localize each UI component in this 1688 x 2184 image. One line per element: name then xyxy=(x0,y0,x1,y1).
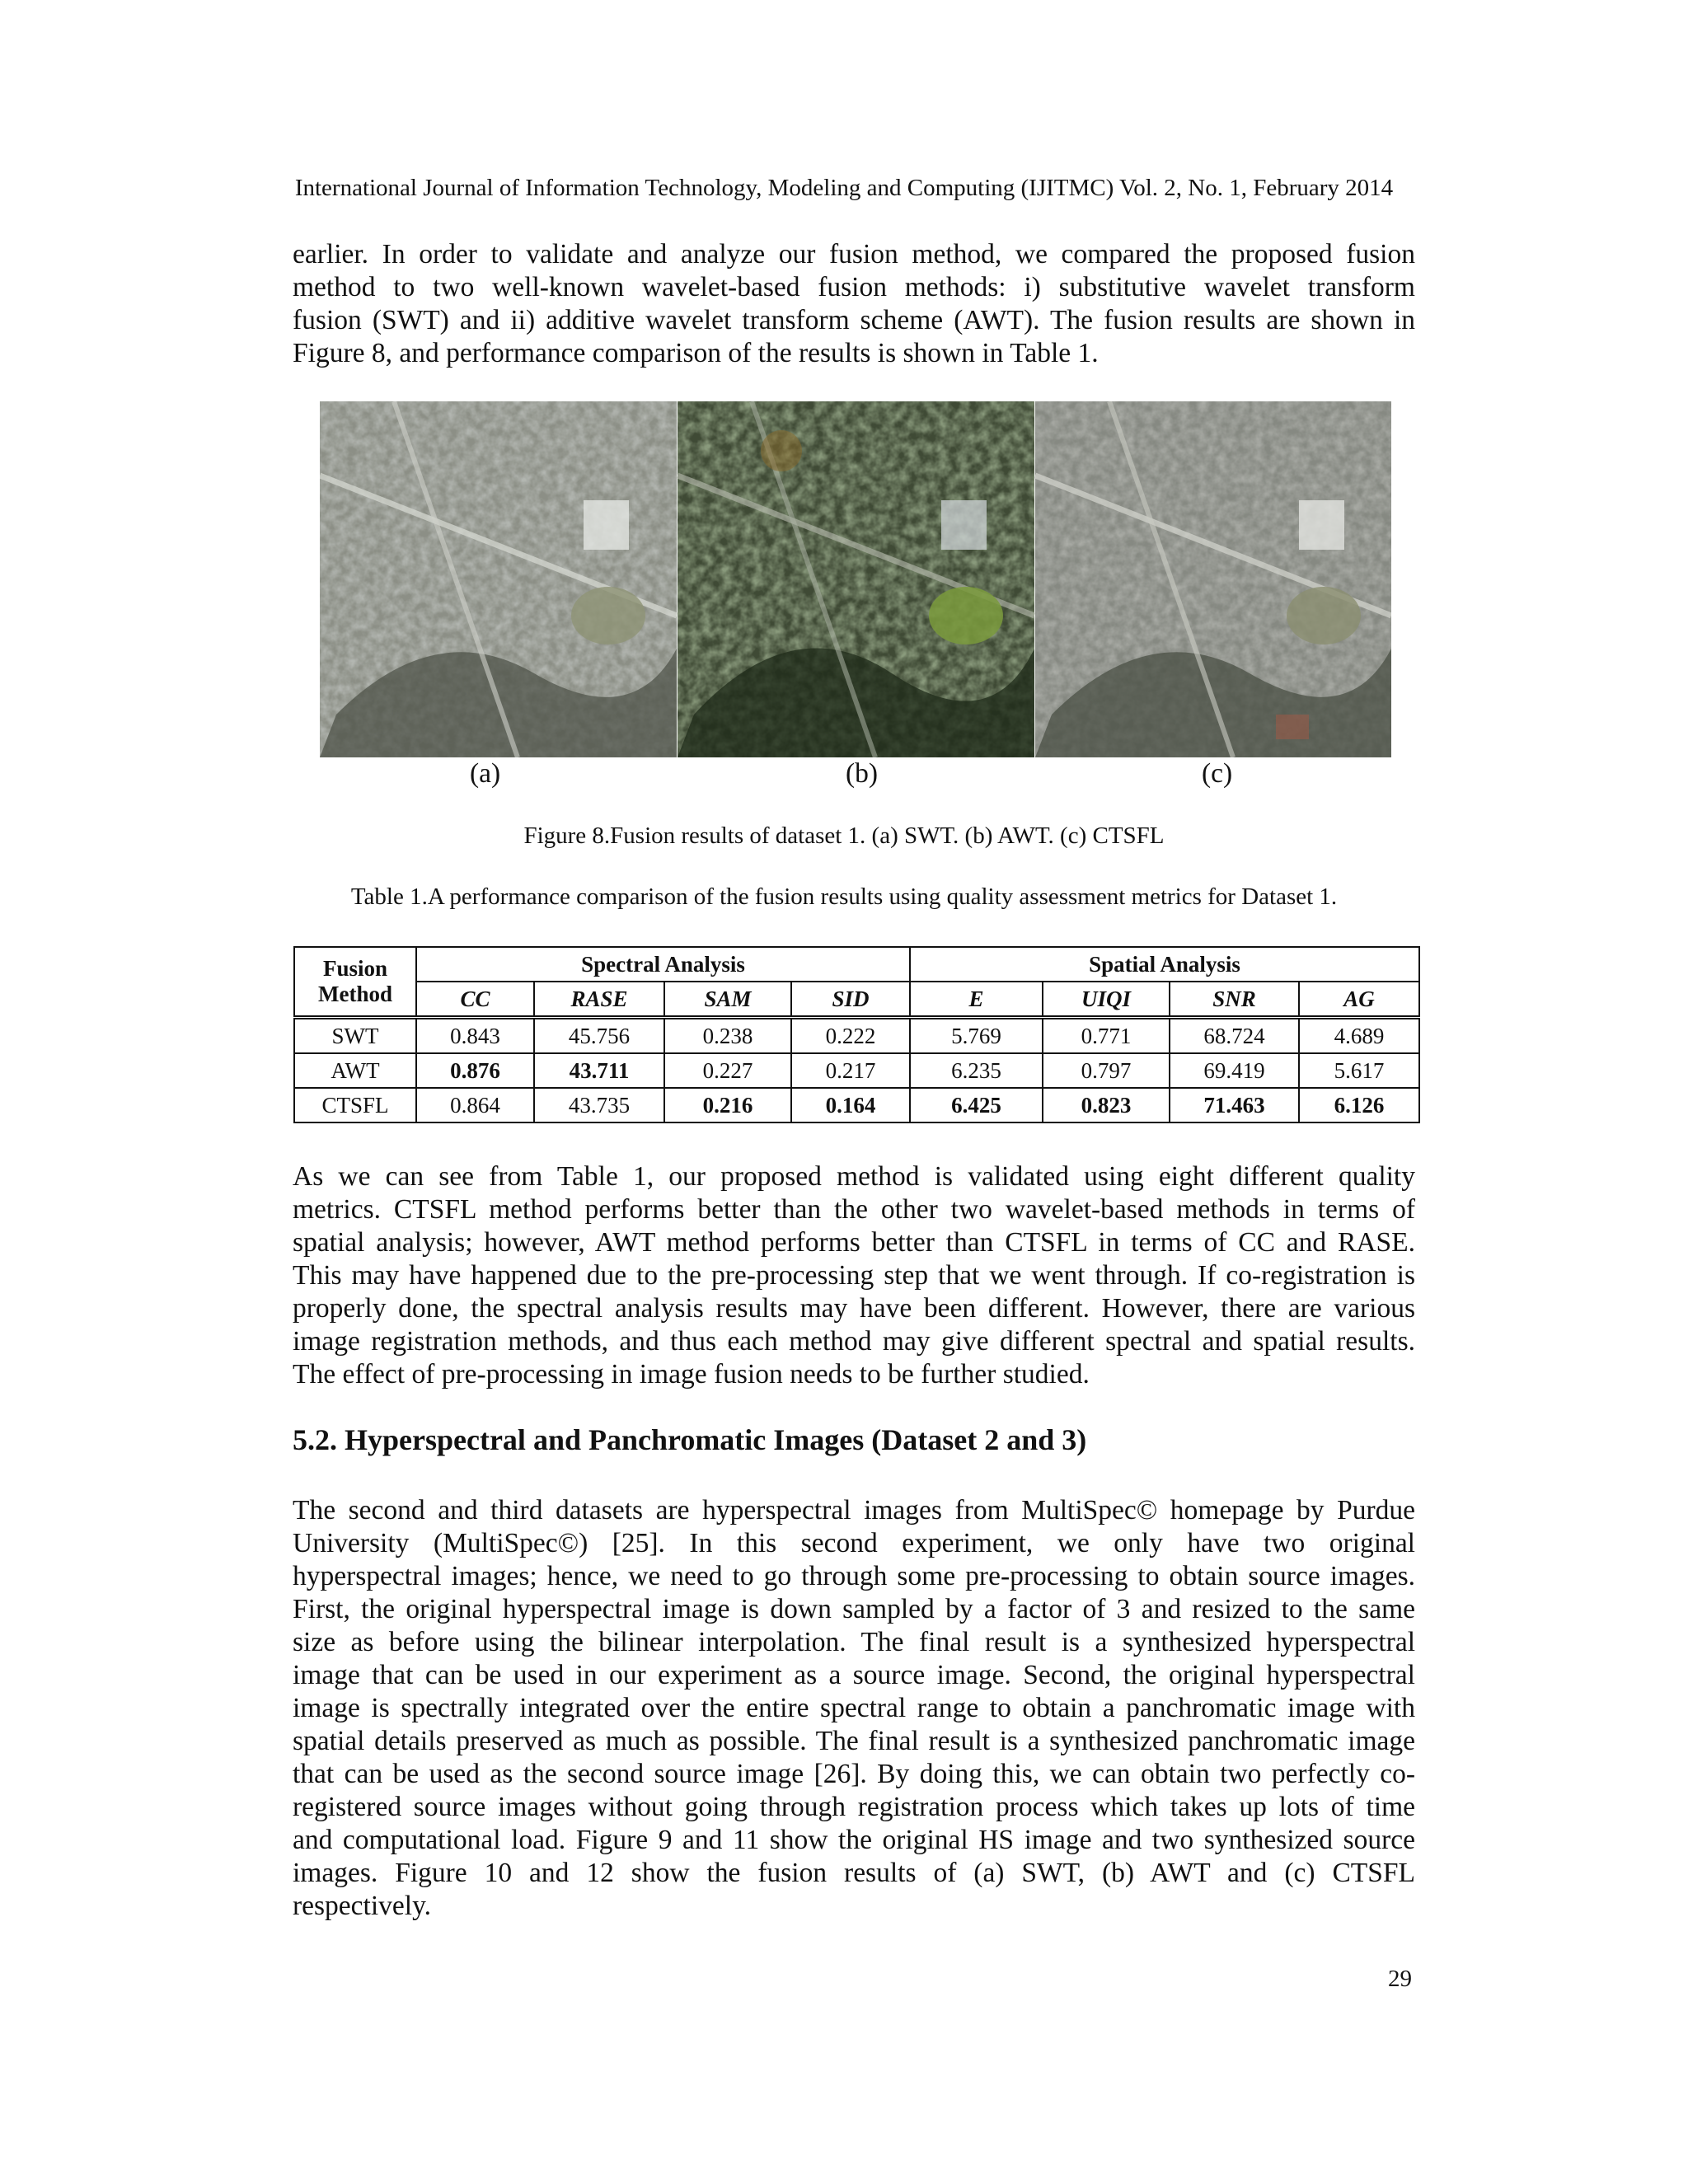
text-line: method to two well-known wavelet-based fusion methods: i) substitutive wavelet transform xyxy=(293,272,1415,302)
value-cell: 0.823 xyxy=(1043,1088,1170,1122)
value-cell: 0.217 xyxy=(791,1053,910,1088)
text-line: First, the original hyperspectral image is down sampled by a factor of 3 and resized to the same xyxy=(293,1594,1415,1624)
text-line: spatial analysis; however, AWT method performs better than CTSFL in terms of CC and RASE. xyxy=(293,1227,1415,1258)
page-number: 29 xyxy=(1388,1966,1412,1992)
value-cell: 4.689 xyxy=(1299,1018,1419,1054)
value-cell: 0.222 xyxy=(791,1018,910,1054)
value-cell: 6.126 xyxy=(1299,1088,1419,1122)
text-line: spatial details preserved as much as possible. The final result is a synthesized panchromatic image xyxy=(293,1726,1415,1756)
value-cell: 71.463 xyxy=(1170,1088,1299,1122)
metric-header: SNR xyxy=(1170,982,1299,1018)
value-cell: 43.711 xyxy=(534,1053,664,1088)
performance-table xyxy=(293,946,1420,1123)
text-line: The effect of pre-processing in image fusion needs to be further studied. xyxy=(293,1359,1090,1390)
value-cell: 6.235 xyxy=(910,1053,1043,1088)
text-line: fusion (SWT) and ii) additive wavelet transform scheme (AWT). The fusion results are shown in xyxy=(293,305,1415,335)
text-line: The second and third datasets are hyperspectral images from MultiSpec© homepage by Purdue xyxy=(293,1495,1415,1526)
metric-header: E xyxy=(910,982,1043,1018)
fusion-method-header: Fusion Method xyxy=(294,947,416,1018)
value-cell: 6.425 xyxy=(910,1088,1043,1122)
value-cell: 0.238 xyxy=(664,1018,791,1054)
text-line: image is spectrally integrated over the entire spectral range to obtain a panchromatic image with xyxy=(293,1693,1415,1723)
metric-header: SAM xyxy=(664,982,791,1018)
spatial-analysis-header: Spatial Analysis xyxy=(910,947,1419,982)
value-cell: 5.769 xyxy=(910,1018,1043,1054)
method-cell: SWT xyxy=(294,1018,416,1054)
metric-header: SID xyxy=(791,982,910,1018)
method-cell: CTSFL xyxy=(294,1088,416,1122)
value-cell: 0.864 xyxy=(416,1088,534,1122)
fusion-image-awt xyxy=(678,401,1034,757)
value-cell: 43.735 xyxy=(534,1088,664,1122)
fusion-results-images xyxy=(320,401,1391,757)
text-line: respectively. xyxy=(293,1891,432,1921)
spectral-analysis-header: Spectral Analysis xyxy=(416,947,910,982)
value-cell: 45.756 xyxy=(534,1018,664,1054)
table-row xyxy=(294,1088,1419,1122)
metric-header: RASE xyxy=(534,982,664,1018)
text-line: hyperspectral images; hence, we need to go through some pre-processing to obtain source images. xyxy=(293,1561,1415,1591)
fusion-image-swt xyxy=(320,401,677,757)
text-line: Figure 8, and performance comparison of the results is shown in Table 1. xyxy=(293,338,1099,368)
paragraph-datasets xyxy=(293,1494,1415,1923)
value-cell: 0.797 xyxy=(1043,1053,1170,1088)
value-cell: 69.419 xyxy=(1170,1053,1299,1088)
method-cell: AWT xyxy=(294,1053,416,1088)
metric-header: AG xyxy=(1299,982,1419,1018)
metric-header: UIQI xyxy=(1043,982,1170,1018)
value-cell: 5.617 xyxy=(1299,1053,1419,1088)
value-cell: 0.216 xyxy=(664,1088,791,1122)
paragraph-discussion xyxy=(293,1160,1415,1391)
text-line: that can be used as the second source image [26]. By doing this, we can obtain two perfectly co- xyxy=(293,1759,1415,1789)
text-line: This may have happened due to the pre-processing step that we went through. If co-registration is xyxy=(293,1260,1415,1291)
table-caption: Table 1.A performance comparison of the fusion results using quality assessment metrics for Dataset 1. xyxy=(350,883,1338,910)
paragraph-intro xyxy=(293,238,1415,370)
text-line: and computational load. Figure 9 and 11 show the original HS image and two synthesized source xyxy=(293,1825,1415,1855)
text-line: registered source images without going through registration process which takes up lots of time xyxy=(293,1792,1415,1822)
text-line: As we can see from Table 1, our proposed method is validated using eight different quality xyxy=(293,1161,1415,1192)
text-line: image that can be used in our experiment as a source image. Second, the original hyperspectral xyxy=(293,1660,1415,1690)
figure-sublabel-c: (c) xyxy=(1202,758,1233,789)
figure-8 xyxy=(320,401,1391,757)
table-row xyxy=(294,1018,1419,1054)
value-cell: 0.771 xyxy=(1043,1018,1170,1054)
table-row xyxy=(294,1053,1419,1088)
value-cell: 68.724 xyxy=(1170,1018,1299,1054)
figure-sublabel-b: (b) xyxy=(846,758,879,789)
value-cell: 0.843 xyxy=(416,1018,534,1054)
figure-sublabel-a: (a) xyxy=(470,758,501,789)
value-cell: 0.227 xyxy=(664,1053,791,1088)
fusion-image-ctsfl xyxy=(1035,401,1391,757)
text-line: size as before using the bilinear interpolation. The final result is a synthesized hyperspectral xyxy=(293,1627,1415,1657)
value-cell: 0.164 xyxy=(791,1088,910,1122)
text-line: University (MultiSpec©) [25]. In this second experiment, we only have two original xyxy=(293,1528,1415,1558)
text-line: image registration methods, and thus each method may give different spectral and spatial results. xyxy=(293,1326,1415,1357)
journal-header: International Journal of Information Technology, Modeling and Computing (IJITMC) Vol. 2, No. 1, February 2014 xyxy=(294,175,1394,201)
text-line: properly done, the spectral analysis results may have been different. However, there are various xyxy=(293,1293,1415,1324)
text-line: images. Figure 10 and 12 show the fusion results of (a) SWT, (b) AWT and (c) CTSFL xyxy=(293,1858,1415,1888)
text-line: metrics. CTSFL method performs better than the other two wavelet-based methods in terms of xyxy=(293,1194,1415,1225)
metric-header: CC xyxy=(416,982,534,1018)
value-cell: 0.876 xyxy=(416,1053,534,1088)
text-line: earlier. In order to validate and analyze our fusion method, we compared the proposed fusion xyxy=(293,239,1415,269)
figure-caption: Figure 8.Fusion results of dataset 1. (a) SWT. (b) AWT. (c) CTSFL xyxy=(523,823,1165,849)
section-heading: 5.2. Hyperspectral and Panchromatic Images (Dataset 2 and 3) xyxy=(293,1423,1087,1456)
